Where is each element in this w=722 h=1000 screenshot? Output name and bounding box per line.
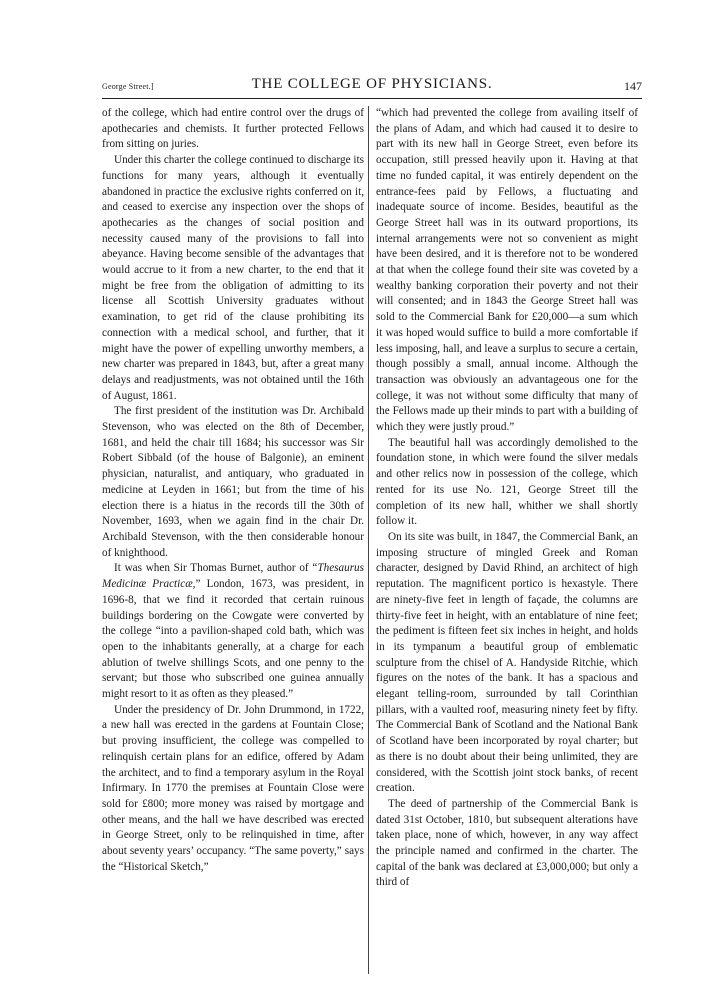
left-column xyxy=(102,106,364,875)
running-head: George Street.] xyxy=(102,82,154,91)
paragraph: of the college, which had entire control over the drugs of apothecaries and chemists. It further protected Fellows from sitting on juries. xyxy=(102,107,364,151)
paragraph: The beautiful hall was accordingly demolished to the foundation stone, in which were found the silver medals and other relics now in possession of the college, which rented for its use No. 121, George Street till the completion of its new hall, whither we shall shortly follow it. xyxy=(376,436,638,528)
page-header xyxy=(102,76,642,99)
paragraph: Under this charter the college continued to discharge its functions for many years, although it eventually abandoned in practice the exclusive rights conferred on it, and ceased to exercise any inspection over the shops of apothecaries as the changes of social position and necessity caused many of the provisions to fall into abeyance. Having become sensible of the advantages that would accrue to it from a new charter, to the end that it might be free from the obligation of admitting to its license all Scottish University graduates without examination, to get rid of the clause prohibiting its connection with a medical school, and further, that it might have the power of expelling unworthy members, a new charter was prepared in 1843, but, after a great many delays and readjustments, was not obtained until the 16th of August, 1861. xyxy=(102,154,364,402)
page-number: 147 xyxy=(624,79,642,93)
text-run: It was when Sir Thomas Burnet, author of “ xyxy=(114,562,318,575)
paragraph: “which had prevented the college from availing itself of the plans of Adam, and which had caused it to desire to part with its new hall in George Street, even before its occupation, still pressed heavily upon it. Having at that time no funded capital, it was entirely dependent on the entrance-fees paid by Fellows, a fluctuating and inadequate source of income. Besides, beautiful as the George Street hall was in its outward proportions, its internal arrangements were not so convenient as might have been desired, and it is therefore not to be wondered at that when the college found their site was coveted by a wealthy banking corporation their poverty and not their will consented; and in 1843 the George Street hall was sold to the Commercial Bank for £20,000—a sum which it was hoped would suffice to build a more comfortable if less imposing, hall, and leave a surplus to secure a certain, though possibly a small, annual income. Although the transaction was obviously an advantageous one for the college, it was not without some difficulty that many of the Fellows made up their minds to part with a building of which they were justly proud.” xyxy=(376,107,638,434)
paragraph: The first president of the institution was Dr. Archibald Stevenson, who was elected on the 8th of December, 1681, and held the chair till 1684; his successor was Sir Robert Sibbald (of the house of Balgonie), an eminent physician, naturalist, and antiquary, who graduated in medicine at Leyden in 1661; but from the time of his election there is a hiatus in the records till the 30th of November, 1693, when we again find in the chair Dr. Archibald Stevenson, with the then considerable honour of knighthood. xyxy=(102,405,364,559)
paragraph: Under the presidency of Dr. John Drummond, in 1722, a new hall was erected in the gardens at Fountain Close; but proving insufficient, the college was compelled to relinquish certain plans for an edifice, offered by Adam the architect, and to find a temporary asylum in the Royal Infirmary. In 1770 the premises at Fountain Close were sold for £800; more money was raised by mortgage and other means, and the hall we have described was erected in George Street, only to be relinquished in time, after about seventy years’ occupancy. “The same poverty,” says the “Historical Sketch,” xyxy=(102,703,364,873)
text-run: ” London, 1673, was president, in 1696-8, that we find it recorded that certain ruinous buildings bordering on the Cowgate were converted by the college “into a pavilion-shaped cold bath, which was open to the inhabitants generally, at a charge for each ablution of twelve shillings Scots, and one penny to the servant; but those who subscribed one guinea annually might resort to it as often as they pleased.” xyxy=(102,578,364,701)
column-divider xyxy=(368,106,369,974)
right-column xyxy=(376,106,638,891)
book-title: Thesaurus Medicinæ Practicæ, xyxy=(102,562,364,591)
paragraph xyxy=(102,561,364,702)
paragraph: On its site was built, in 1847, the Commercial Bank, an imposing structure of mingled Greek and Roman character, designed by David Rhind, an architect of high reputation. The magnificent portico is hexastyle. There are ninety-five feet in length of façade, the columns are thirty-five feet in height, with an entablature of nine feet; the pediment is fifteen feet six inches in height, and holds in its tympanum a beautiful group of emblematic sculpture from the chisel of A. Handyside Ritchie, which figures on the notes of the bank. It has a spacious and elegant telling-room, surrounded by tall Corinthian pillars, with a vaulted roof, measuring ninety feet by fifty. The Commercial Bank of Scotland and the National Bank of Scotland have been incorporated by royal charter; but as there is no doubt about their being unlimited, they are considered, with the Scottish joint stock banks, of recent creation. xyxy=(376,530,638,795)
page-title: THE COLLEGE OF PHYSICIANS. xyxy=(251,76,493,92)
paragraph: The deed of partnership of the Commercial Bank is dated 31st October, 1810, but subsequent alterations have taken place, none of which, however, in any way affect the principle named and confirmed in the charter. The capital of the bank was declared at £3,000,000; but only a third of xyxy=(376,797,638,889)
